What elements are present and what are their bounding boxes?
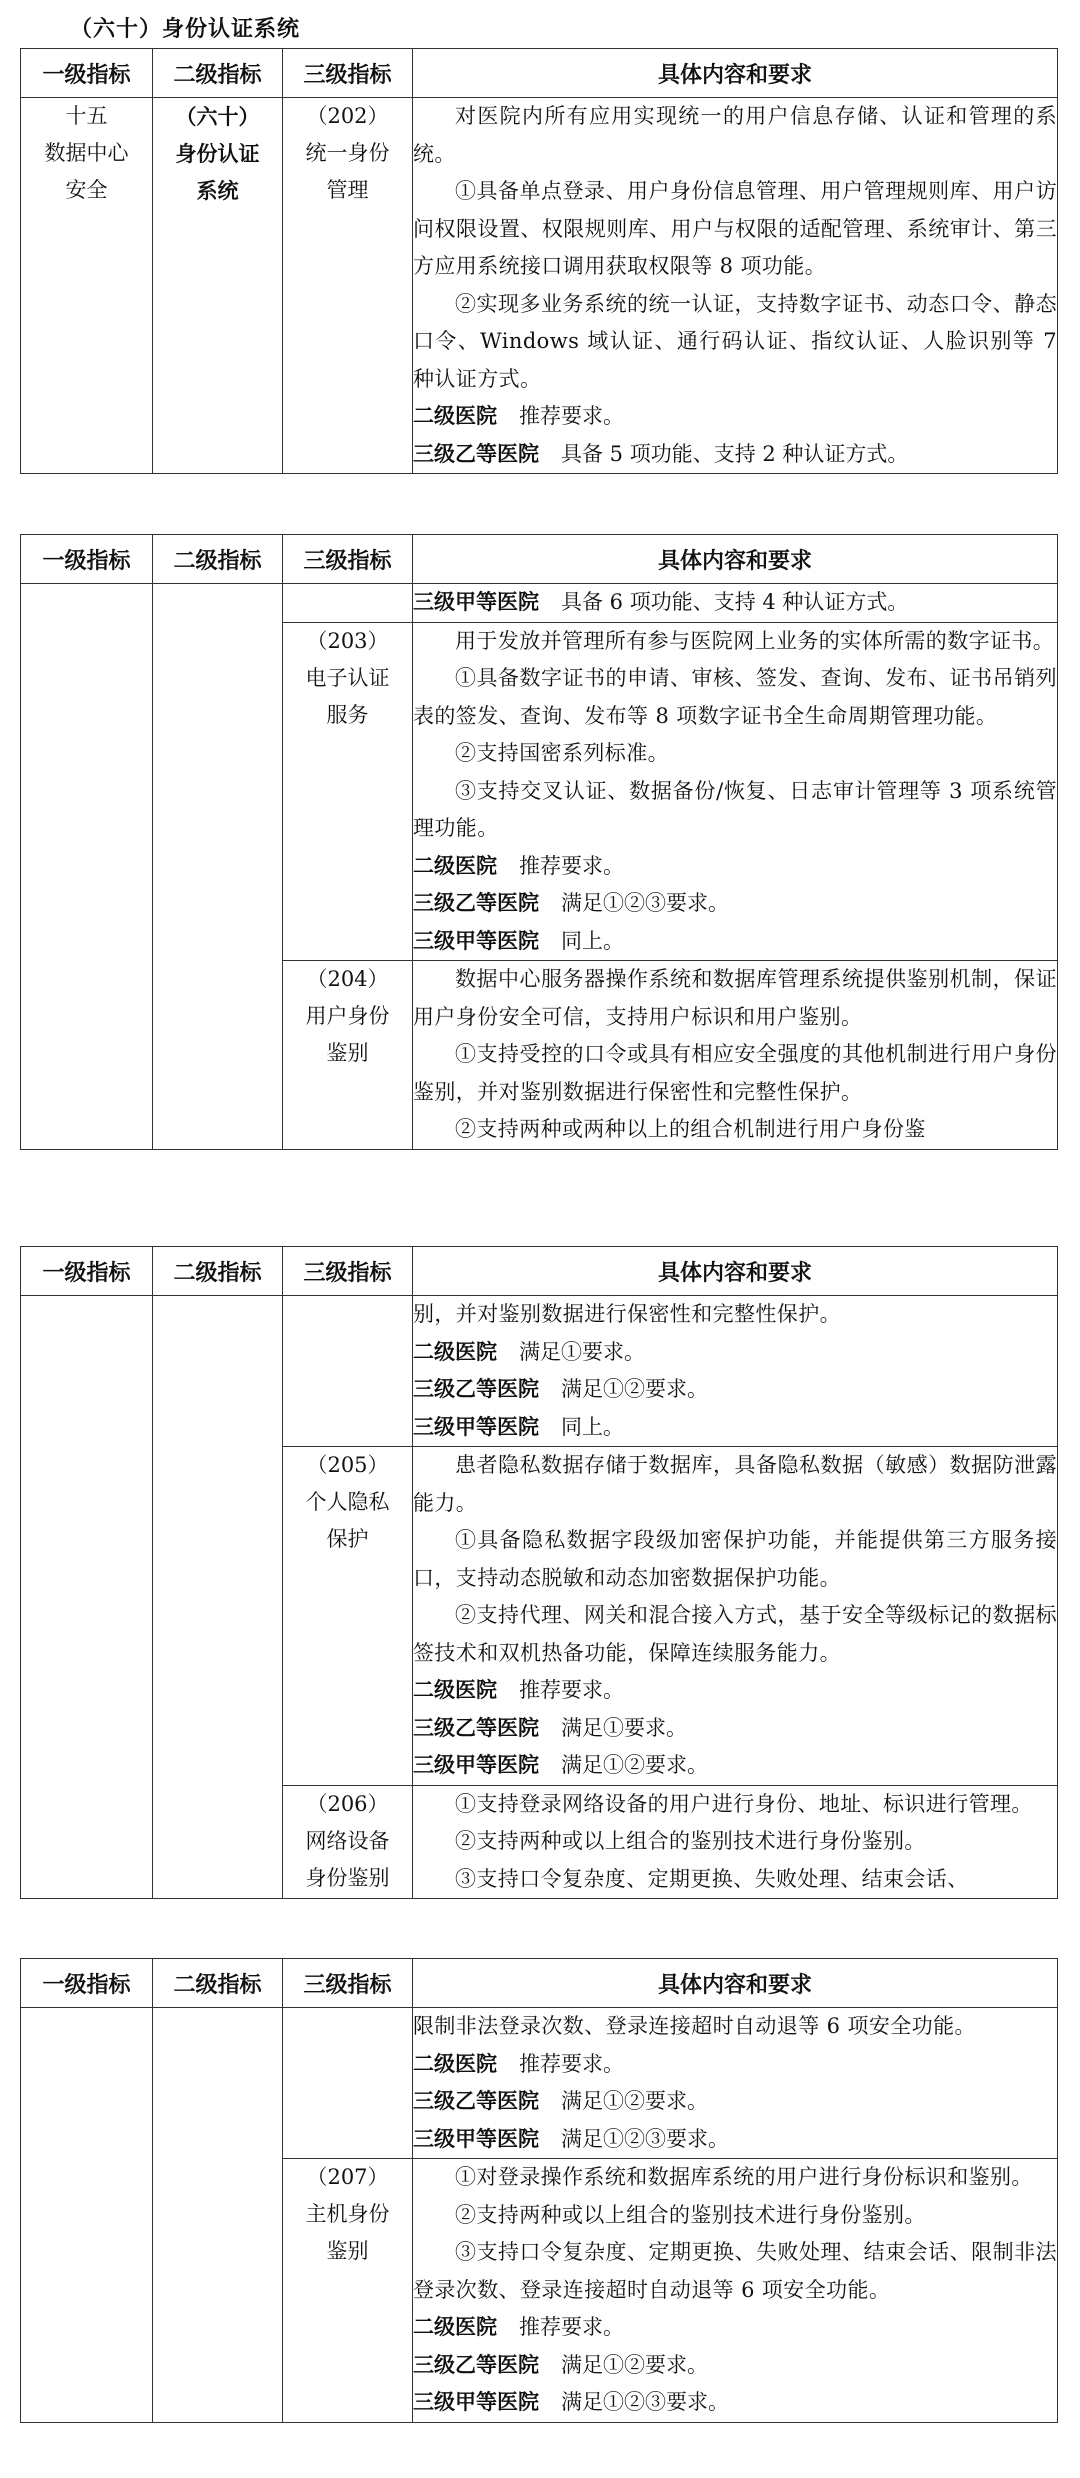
hospital-level-label: 三级乙等医院 (413, 2089, 539, 2113)
level1-cell (21, 584, 153, 1150)
level1-cell (21, 2008, 153, 2423)
content-paragraph: 别，并对鉴别数据进行保密性和完整性保护。 (413, 1302, 841, 1326)
level2-cell (153, 98, 283, 474)
hospital-level-text: 满足①②要求。 (561, 2352, 708, 2377)
content-paragraph: 对医院内所有应用实现统一的用户信息存储、认证和管理的系统。 (413, 104, 1057, 166)
hospital-level-text: 满足①②要求。 (561, 1377, 708, 1401)
table-header-row (21, 535, 1058, 584)
hospital-requirement (413, 1747, 1057, 1785)
table-row (21, 98, 1058, 474)
header-cell-1: 一级指标 (21, 1247, 153, 1296)
hospital-level-text: 推荐要求。 (519, 2051, 624, 2076)
hospital-requirement (413, 2083, 1057, 2121)
content-paragraph: ③支持口令复杂度、定期更换、失败处理、结束会话、限制非法登录次数、登录连接超时自动退等 6 项安全功能。 (413, 2240, 1057, 2302)
hospital-level-text: 推荐要求。 (519, 404, 624, 428)
header-cell-2: 二级指标 (153, 1247, 283, 1296)
level2-line: 身份认证 (175, 141, 260, 166)
requirements-cell (413, 98, 1058, 474)
hospital-requirement (413, 1371, 1057, 1409)
hospital-level-text: 满足①要求。 (561, 1715, 687, 1740)
hospital-level-label: 三级甲等医院 (413, 2126, 539, 2151)
level2-line: 系统 (196, 178, 239, 203)
header-cell-4: 具体内容和要求 (413, 49, 1058, 98)
level3-cell (283, 2159, 413, 2423)
level3-cell (283, 1447, 413, 1786)
hospital-level-text: 满足①②③要求。 (561, 2390, 729, 2414)
content-paragraph: ①具备数字证书的申请、审核、签发、查询、发布、证书吊销列表的签发、查询、发布等 8 项数字证书全生命周期管理功能。 (413, 666, 1057, 728)
hospital-level-label: 二级医院 (413, 853, 497, 878)
header-cell-1: 一级指标 (21, 535, 153, 584)
hospital-requirement (413, 1710, 1057, 1748)
spec-table-1 (20, 48, 1058, 474)
requirements-cell (413, 961, 1058, 1150)
requirements-cell (413, 2008, 1058, 2159)
hospital-requirement (413, 2121, 1057, 2159)
hospital-requirement (413, 2384, 1057, 2422)
level3-line: 个人隐私 (305, 1490, 390, 1514)
content-paragraph: ①具备隐私数据字段级加密保护功能，并能提供第三方服务接口，支持动态脱敏和动态加密数据保护功能。 (413, 1528, 1057, 1590)
header-cell-3: 三级指标 (283, 1959, 413, 2008)
header-cell-2: 二级指标 (153, 535, 283, 584)
requirements-cell (413, 1447, 1058, 1786)
header-cell-2: 二级指标 (153, 49, 283, 98)
level3-line: （203） (306, 628, 389, 653)
level3-line: 用户身份 (305, 1004, 390, 1028)
hospital-requirement (413, 1334, 1057, 1372)
requirements-cell (413, 1785, 1058, 1899)
level3-cell (283, 98, 413, 474)
hospital-level-text: 推荐要求。 (519, 2315, 624, 2339)
table-header-row (21, 1247, 1058, 1296)
spec-table-3 (20, 1246, 1058, 1899)
content-paragraph: ②支持国密系列标准。 (455, 741, 669, 765)
hospital-level-label: 三级乙等医院 (413, 891, 539, 915)
level3-line: 保护 (326, 1527, 369, 1551)
level3-cell (283, 622, 413, 961)
hospital-requirement (413, 2309, 1057, 2347)
level3-line: （207） (306, 2165, 389, 2189)
content-paragraph: ①具备单点登录、用户身份信息管理、用户管理规则库、用户访问权限设置、权限规则库、用户与权限的适配管理、系统审计、第三方应用系统接口调用获取权限等 8 项功能。 (413, 179, 1057, 278)
content-paragraph: ②支持两种或以上组合的鉴别技术进行身份鉴别。 (455, 1829, 926, 1853)
hospital-level-label: 三级乙等医院 (413, 1377, 539, 1401)
table-row (21, 1296, 1058, 1447)
level3-cell (283, 1296, 413, 1447)
hospital-requirement (413, 923, 1057, 961)
header-cell-3: 三级指标 (283, 49, 413, 98)
content-paragraph: ①支持受控的口令或具有相应安全强度的其他机制进行用户身份鉴别，并对鉴别数据进行保密性和完整性保护。 (413, 1042, 1057, 1104)
content-paragraph: ②支持两种或两种以上的组合机制进行用户身份鉴 (455, 1117, 926, 1141)
level3-line: 鉴别 (326, 2239, 369, 2263)
level3-line: （205） (306, 1453, 389, 1477)
level3-cell (283, 584, 413, 623)
level1-cell (21, 1296, 153, 1899)
header-cell-3: 三级指标 (283, 535, 413, 584)
hospital-requirement (413, 584, 1057, 622)
header-cell-2: 二级指标 (153, 1959, 283, 2008)
header-cell-3: 三级指标 (283, 1247, 413, 1296)
level2-line: （六十） (175, 104, 260, 129)
level3-cell (283, 1785, 413, 1899)
hospital-level-text: 满足①②③要求。 (561, 891, 729, 915)
level3-line: （202） (306, 104, 389, 128)
level3-line: 电子认证 (305, 665, 390, 690)
header-cell-4: 具体内容和要求 (413, 1959, 1058, 2008)
hospital-requirement (413, 1409, 1057, 1447)
level2-cell (153, 1296, 283, 1899)
hospital-requirement (413, 885, 1057, 923)
hospital-level-label: 二级医院 (413, 404, 497, 428)
hospital-level-text: 满足①②③要求。 (561, 2126, 729, 2151)
level3-line: （206） (306, 1791, 389, 1816)
level3-line: （204） (306, 967, 389, 991)
hospital-level-text: 满足①要求。 (519, 1339, 645, 1364)
requirements-cell (413, 622, 1058, 961)
section-title: （六十）身份认证系统 (70, 16, 301, 42)
hospital-requirement (413, 848, 1057, 886)
level3-line: 网络设备 (305, 1828, 390, 1853)
hospital-level-text: 同上。 (561, 1414, 624, 1439)
hospital-level-label: 三级甲等医院 (413, 1414, 539, 1439)
hospital-level-label: 三级甲等医院 (413, 1753, 539, 1777)
level1-line: 十五 (65, 104, 108, 128)
table-header-row (21, 1959, 1058, 2008)
hospital-level-label: 三级甲等医院 (413, 590, 539, 614)
hospital-level-text: 满足①②要求。 (561, 2089, 708, 2113)
level3-line: 服务 (326, 702, 369, 727)
hospital-requirement (413, 1672, 1057, 1710)
header-cell-1: 一级指标 (21, 1959, 153, 2008)
header-cell-1: 一级指标 (21, 49, 153, 98)
content-paragraph: ②支持代理、网关和混合接入方式，基于安全等级标记的数据标签技术和双机热备功能，保障连续服务能力。 (413, 1603, 1057, 1665)
hospital-level-label: 三级乙等医院 (413, 2352, 539, 2377)
table-header-row (21, 49, 1058, 98)
content-paragraph: ②实现多业务系统的统一认证，支持数字证书、动态口令、静态口令、Windows 域认证、通行码认证、指纹认证、人脸识别等 7 种认证方式。 (413, 291, 1057, 391)
content-paragraph: 限制非法登录次数、登录连接超时自动退等 6 项安全功能。 (413, 2014, 976, 2038)
spec-table-4 (20, 1958, 1058, 2423)
hospital-level-label: 三级乙等医院 (413, 441, 539, 466)
hospital-requirement (413, 2347, 1057, 2385)
content-paragraph: 患者隐私数据存储于数据库，具备隐私数据（敏感）数据防泄露能力。 (413, 1453, 1057, 1515)
table-row (21, 584, 1058, 623)
hospital-level-label: 二级医院 (413, 1339, 497, 1364)
content-paragraph: ③支持交叉认证、数据备份/恢复、日志审计管理等 3 项系统管理功能。 (413, 778, 1057, 840)
level2-cell (153, 2008, 283, 2423)
hospital-level-text: 具备 5 项功能、支持 2 种认证方式。 (561, 441, 909, 466)
hospital-level-text: 具备 6 项功能、支持 4 种认证方式。 (561, 590, 909, 614)
content-paragraph: ②支持两种或以上组合的鉴别技术进行身份鉴别。 (455, 2202, 926, 2227)
table-row (21, 2008, 1058, 2159)
content-paragraph: ①支持登录网络设备的用户进行身份、地址、标识进行管理。 (455, 1791, 1033, 1816)
requirements-cell (413, 2159, 1058, 2423)
hospital-level-text: 推荐要求。 (519, 1678, 624, 1702)
header-cell-4: 具体内容和要求 (413, 1247, 1058, 1296)
content-paragraph: ③支持口令复杂度、定期更换、失败处理、结束会话、 (455, 1866, 969, 1891)
hospital-requirement (413, 2046, 1057, 2084)
level3-line: 主机身份 (305, 2202, 390, 2226)
content-paragraph: 数据中心服务器操作系统和数据库管理系统提供鉴别机制，保证用户身份安全可信，支持用户标识和用户鉴别。 (413, 967, 1057, 1029)
level3-line: 统一身份 (305, 141, 390, 165)
hospital-level-text: 同上。 (561, 928, 624, 953)
level3-cell (283, 2008, 413, 2159)
header-cell-4: 具体内容和要求 (413, 535, 1058, 584)
level1-line: 安全 (65, 178, 108, 202)
level1-line: 数据中心 (44, 141, 129, 165)
level3-line: 管理 (326, 178, 369, 202)
hospital-level-label: 三级甲等医院 (413, 2390, 539, 2414)
requirements-cell (413, 584, 1058, 623)
content-paragraph: 用于发放并管理所有参与医院网上业务的实体所需的数字证书。 (455, 628, 1055, 653)
level3-line: 身份鉴别 (305, 1865, 390, 1890)
hospital-level-label: 三级甲等医院 (413, 928, 539, 953)
hospital-level-text: 满足①②要求。 (561, 1753, 708, 1777)
level3-line: 鉴别 (326, 1041, 369, 1065)
hospital-requirement (413, 436, 1057, 474)
spec-table-2 (20, 534, 1058, 1150)
level3-cell (283, 961, 413, 1150)
hospital-level-label: 二级医院 (413, 1678, 497, 1702)
requirements-cell (413, 1296, 1058, 1447)
hospital-level-label: 二级医院 (413, 2315, 497, 2339)
level1-cell (21, 98, 153, 474)
hospital-level-label: 二级医院 (413, 2051, 497, 2076)
hospital-level-text: 推荐要求。 (519, 853, 624, 878)
content-paragraph: ①对登录操作系统和数据库系统的用户进行身份标识和鉴别。 (455, 2165, 1033, 2189)
level2-cell (153, 584, 283, 1150)
hospital-level-label: 三级乙等医院 (413, 1715, 539, 1740)
hospital-requirement (413, 398, 1057, 436)
